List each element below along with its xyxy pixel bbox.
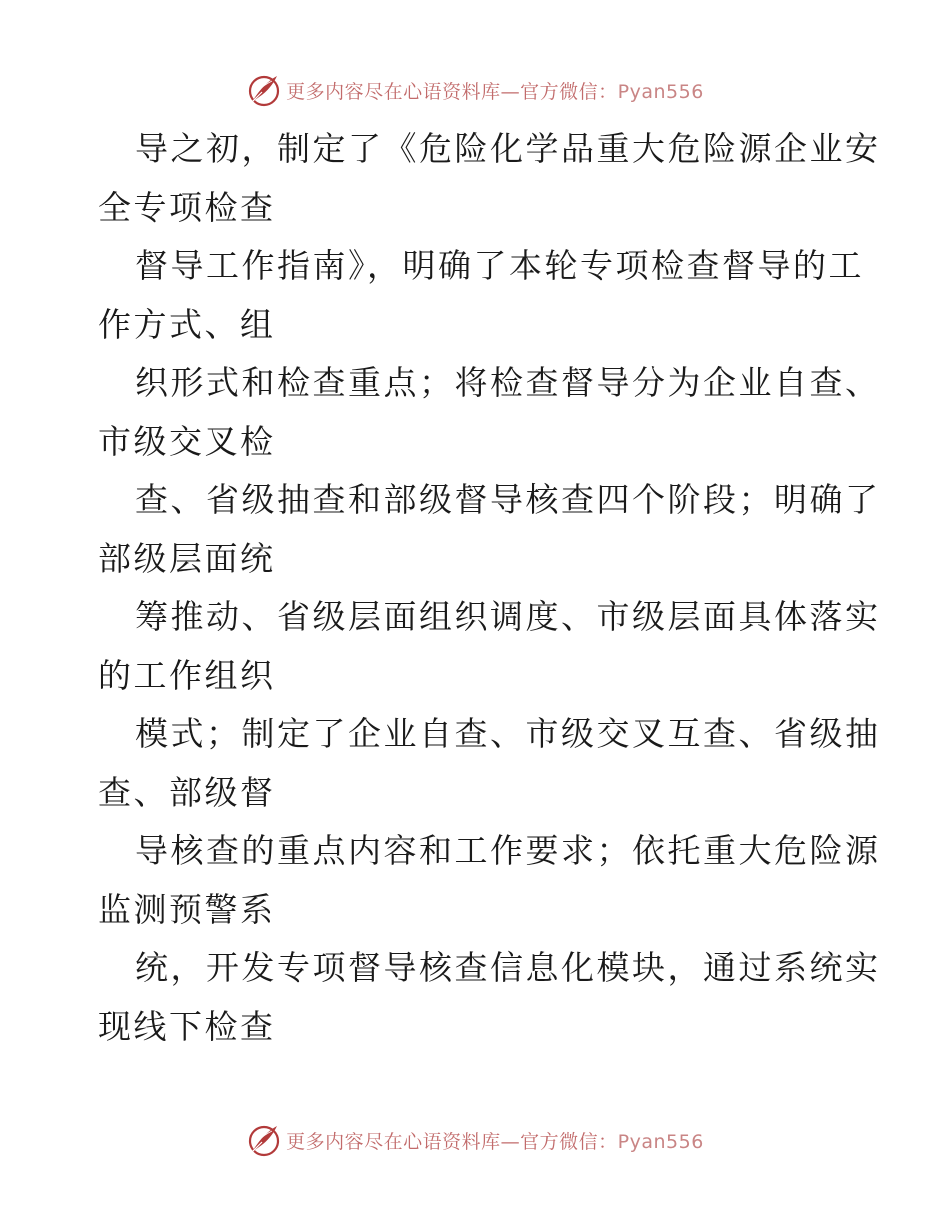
text-line: 现线下检查 [98,1006,276,1046]
watermark-handle: Pyan556 [617,80,704,103]
watermark-text: 更多内容尽在心语资料库—官方微信：Pyan556 [286,1130,704,1153]
document-body [98,120,881,1056]
feather-pen-logo-icon [246,72,282,108]
header-watermark [0,70,950,110]
text-line: 导核查的重点内容和工作要求；依托重大危险源 [135,831,881,870]
text-line: 统，开发专项督导核查信息化模块，通过系统实 [135,948,881,987]
watermark-handle: Pyan556 [617,1130,704,1153]
text-line: 查、省级抽查和部级督导核查四个阶段；明确了 [135,480,881,519]
text-line: 监测预警系 [98,889,276,929]
text-line: 督导工作指南》，明确了本轮专项检查督导的工 [135,246,864,285]
text-line: 织形式和检查重点；将检查督导分为企业自查、 [135,363,881,402]
text-line: 筹推动、省级层面组织调度、市级层面具体落实 [135,597,881,636]
text-line: 导之初，制定了《危险化学品重大危险源企业安 [135,129,881,168]
text-line: 查、部级督 [98,772,276,812]
text-line: 市级交叉检 [98,421,276,461]
text-line: 作方式、组 [98,304,276,344]
text-line: 模式；制定了企业自查、市级交叉互查、省级抽 [135,714,881,753]
watermark-text: 更多内容尽在心语资料库—官方微信：Pyan556 [286,80,704,103]
footer-watermark [0,1120,950,1160]
text-line: 全专项检查 [98,187,276,227]
text-line: 部级层面统 [98,538,276,578]
feather-pen-logo-icon [246,1122,282,1158]
text-line: 的工作组织 [98,655,276,695]
